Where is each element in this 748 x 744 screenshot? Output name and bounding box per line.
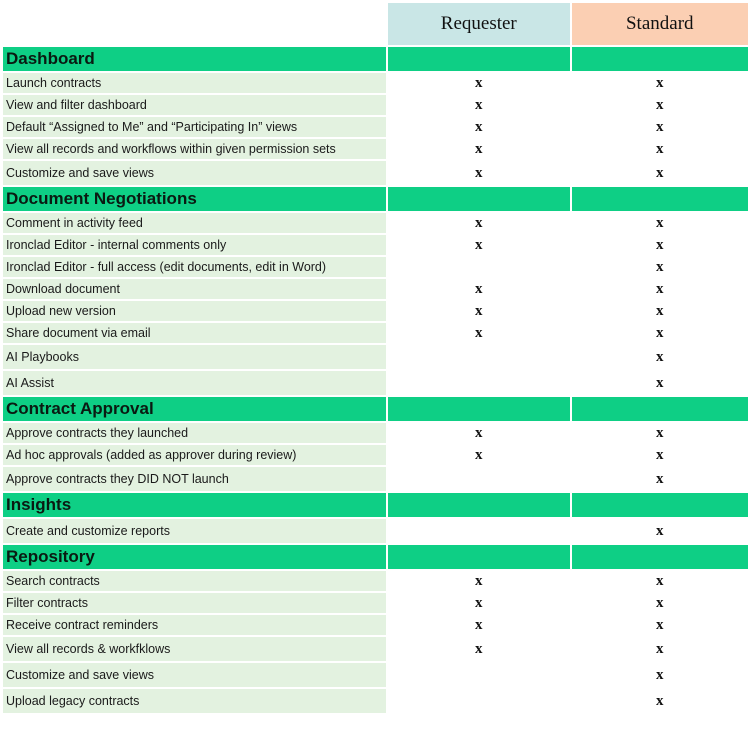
requester-mark: x (388, 73, 569, 93)
requester-mark: x (388, 301, 569, 321)
feature-label: View all records and workflows within given permission sets (3, 139, 386, 159)
requester-mark: x (388, 445, 569, 465)
standard-column-header: Standard (572, 3, 748, 45)
matrix-body (3, 47, 748, 713)
table-row (3, 257, 748, 277)
feature-label: Create and customize reports (3, 519, 386, 543)
table-row (3, 95, 748, 115)
section-row (3, 397, 748, 421)
standard-mark: x (572, 345, 748, 369)
requester-mark: x (388, 139, 569, 159)
table-row (3, 445, 748, 465)
requester-mark: x (388, 279, 569, 299)
requester-mark: x (388, 161, 569, 185)
requester-mark: x (388, 637, 569, 661)
feature-label: Upload legacy contracts (3, 689, 386, 713)
standard-mark: x (572, 139, 748, 159)
section-standard-cell (572, 493, 748, 517)
standard-mark: x (572, 371, 748, 395)
feature-label: Approve contracts they DID NOT launch (3, 467, 386, 491)
standard-mark: x (572, 323, 748, 343)
table-row (3, 423, 748, 443)
table-row (3, 593, 748, 613)
section-title: Repository (3, 545, 386, 569)
table-row (3, 301, 748, 321)
feature-label: Search contracts (3, 571, 386, 591)
permissions-matrix (1, 1, 748, 715)
requester-mark: x (388, 213, 569, 233)
table-row (3, 213, 748, 233)
requester-mark (388, 257, 569, 277)
feature-label: AI Playbooks (3, 345, 386, 369)
standard-mark: x (572, 301, 748, 321)
standard-mark: x (572, 637, 748, 661)
requester-mark: x (388, 323, 569, 343)
feature-label: Ironclad Editor - internal comments only (3, 235, 386, 255)
table-row (3, 279, 748, 299)
table-row (3, 615, 748, 635)
section-requester-cell (388, 187, 569, 211)
feature-label: Download document (3, 279, 386, 299)
feature-label: Customize and save views (3, 161, 386, 185)
requester-mark (388, 467, 569, 491)
table-row (3, 371, 748, 395)
table-row (3, 323, 748, 343)
standard-mark: x (572, 445, 748, 465)
requester-mark: x (388, 615, 569, 635)
section-title: Dashboard (3, 47, 386, 71)
table-row (3, 519, 748, 543)
feature-label: Filter contracts (3, 593, 386, 613)
section-standard-cell (572, 187, 748, 211)
section-title: Insights (3, 493, 386, 517)
feature-label: Upload new version (3, 301, 386, 321)
standard-mark: x (572, 519, 748, 543)
feature-label: Launch contracts (3, 73, 386, 93)
standard-mark: x (572, 615, 748, 635)
requester-mark (388, 689, 569, 713)
table-row (3, 73, 748, 93)
table-row (3, 467, 748, 491)
feature-label: Ironclad Editor - full access (edit documents, edit in Word) (3, 257, 386, 277)
section-row (3, 545, 748, 569)
matrix-header (3, 3, 748, 45)
feature-label: Share document via email (3, 323, 386, 343)
requester-mark: x (388, 235, 569, 255)
table-row (3, 117, 748, 137)
requester-mark: x (388, 117, 569, 137)
feature-label: View and filter dashboard (3, 95, 386, 115)
standard-mark: x (572, 161, 748, 185)
table-row (3, 663, 748, 687)
requester-mark: x (388, 95, 569, 115)
standard-mark: x (572, 95, 748, 115)
feature-label: Default “Assigned to Me” and “Participating In” views (3, 117, 386, 137)
section-title: Contract Approval (3, 397, 386, 421)
standard-mark: x (572, 235, 748, 255)
table-row (3, 345, 748, 369)
table-row (3, 689, 748, 713)
feature-label: View all records & workfklows (3, 637, 386, 661)
feature-label: Customize and save views (3, 663, 386, 687)
section-standard-cell (572, 47, 748, 71)
standard-mark: x (572, 663, 748, 687)
standard-mark: x (572, 423, 748, 443)
section-row (3, 493, 748, 517)
table-row (3, 571, 748, 591)
feature-label: AI Assist (3, 371, 386, 395)
standard-mark: x (572, 593, 748, 613)
standard-mark: x (572, 117, 748, 137)
standard-mark: x (572, 689, 748, 713)
table-row (3, 637, 748, 661)
requester-mark (388, 345, 569, 369)
section-requester-cell (388, 47, 569, 71)
standard-mark: x (572, 571, 748, 591)
section-standard-cell (572, 545, 748, 569)
standard-mark: x (572, 467, 748, 491)
requester-column-header: Requester (388, 3, 569, 45)
requester-mark: x (388, 571, 569, 591)
table-row (3, 235, 748, 255)
requester-mark (388, 519, 569, 543)
requester-mark (388, 663, 569, 687)
table-row (3, 139, 748, 159)
table-row (3, 161, 748, 185)
header-blank-cell (3, 3, 386, 45)
standard-mark: x (572, 257, 748, 277)
requester-mark (388, 371, 569, 395)
feature-label: Ad hoc approvals (added as approver during review) (3, 445, 386, 465)
requester-mark: x (388, 423, 569, 443)
section-row (3, 187, 748, 211)
section-standard-cell (572, 397, 748, 421)
section-row (3, 47, 748, 71)
standard-mark: x (572, 213, 748, 233)
feature-label: Comment in activity feed (3, 213, 386, 233)
section-title: Document Negotiations (3, 187, 386, 211)
requester-mark: x (388, 593, 569, 613)
section-requester-cell (388, 493, 569, 517)
feature-label: Receive contract reminders (3, 615, 386, 635)
section-requester-cell (388, 545, 569, 569)
feature-label: Approve contracts they launched (3, 423, 386, 443)
standard-mark: x (572, 73, 748, 93)
section-requester-cell (388, 397, 569, 421)
standard-mark: x (572, 279, 748, 299)
